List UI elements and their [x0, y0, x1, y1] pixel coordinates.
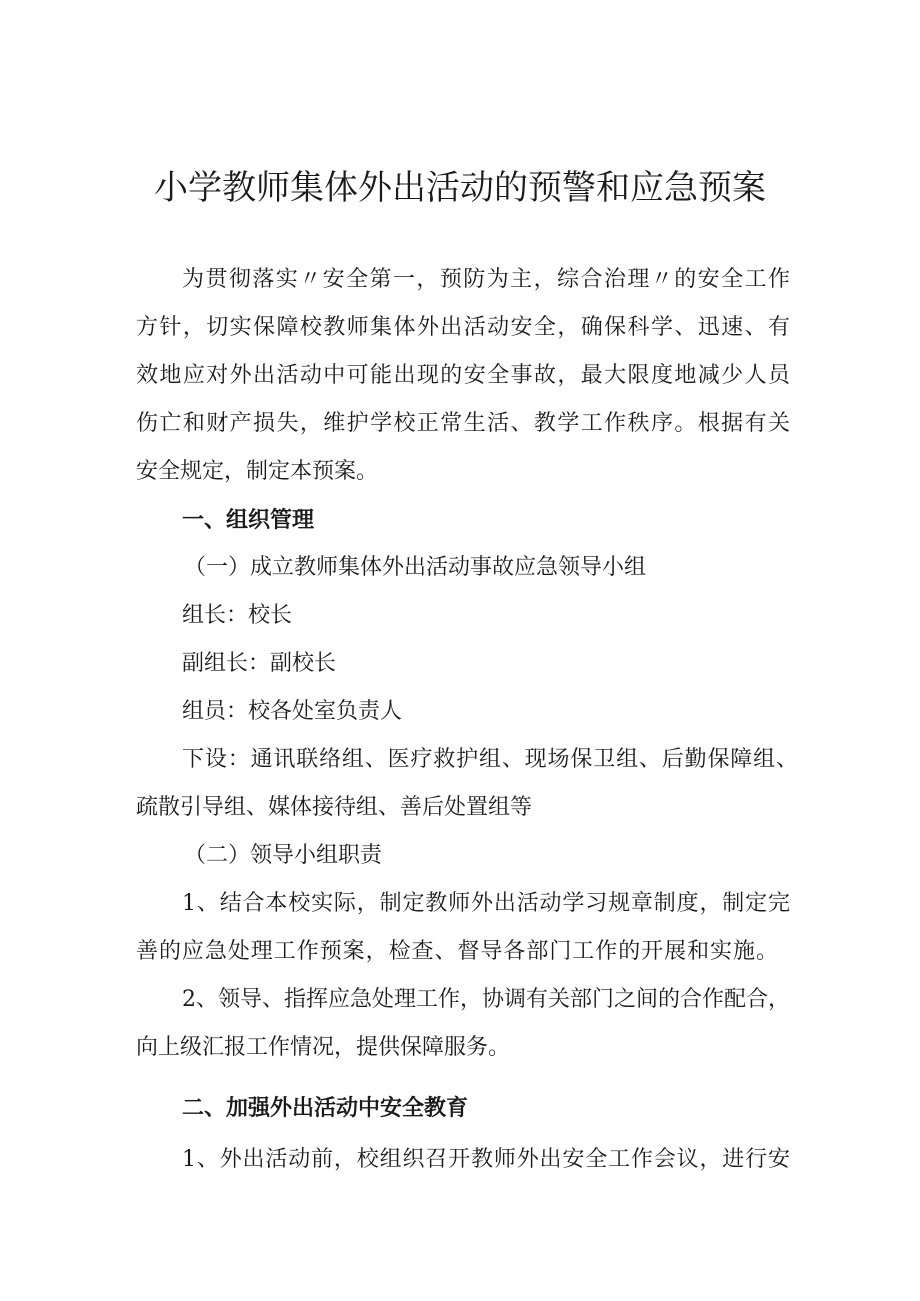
section1-leader: 组长：校长: [182, 603, 293, 628]
section1-duty1-line-1: 1、结合本校实际，制定教师外出活动学习规章制度，制定完: [182, 891, 790, 916]
section1-duty1-line-2: 善的应急处理工作预案，检查、督导各部门工作的开展和实施。: [136, 939, 778, 964]
section1-subgroups-line-1: 下设：通讯联络组、医疗救护组、现场保卫组、后勤保障组、: [182, 747, 798, 772]
section1-sub1: （一）成立教师集体外出活动事故应急领导小组: [184, 555, 647, 580]
intro-line-4: 伤亡和财产损失，维护学校正常生活、教学工作秩序。根据有关: [136, 411, 790, 436]
intro-line-5: 安全规定，制定本预案。: [136, 459, 379, 484]
section1-duty2-line-1: 2、领导、指挥应急处理工作，协调有关部门之间的合作配合，: [182, 987, 790, 1012]
intro-line-2: 方针，切实保障校教师集体外出活动安全，确保科学、迅速、有: [136, 315, 790, 340]
document-title: 小学教师集体外出活动的预警和应急预案: [154, 168, 766, 208]
section1-sub2: （二）领导小组职责: [184, 843, 383, 868]
section2-item1-line-1: 1、外出活动前，校组织召开教师外出安全工作会议，进行安: [182, 1147, 790, 1172]
section1-heading: 一、组织管理: [182, 507, 315, 533]
section1-subgroups-line-2: 疏散引导组、媒体接待组、善后处置组等: [136, 795, 533, 820]
section1-members: 组员：校各处室负责人: [182, 699, 403, 724]
section1-deputy: 副组长：副校长: [182, 651, 337, 676]
section1-duty2-line-2: 向上级汇报工作情况，提供保障服务。: [136, 1035, 511, 1060]
intro-line-3: 效地应对外出活动中可能出现的安全事故，最大限度地减少人员: [136, 363, 790, 388]
intro-line-1: 为贯彻落实〃安全第一，预防为主，综合治理〃的安全工作: [182, 267, 790, 292]
section2-heading: 二、加强外出活动中安全教育: [182, 1095, 469, 1121]
